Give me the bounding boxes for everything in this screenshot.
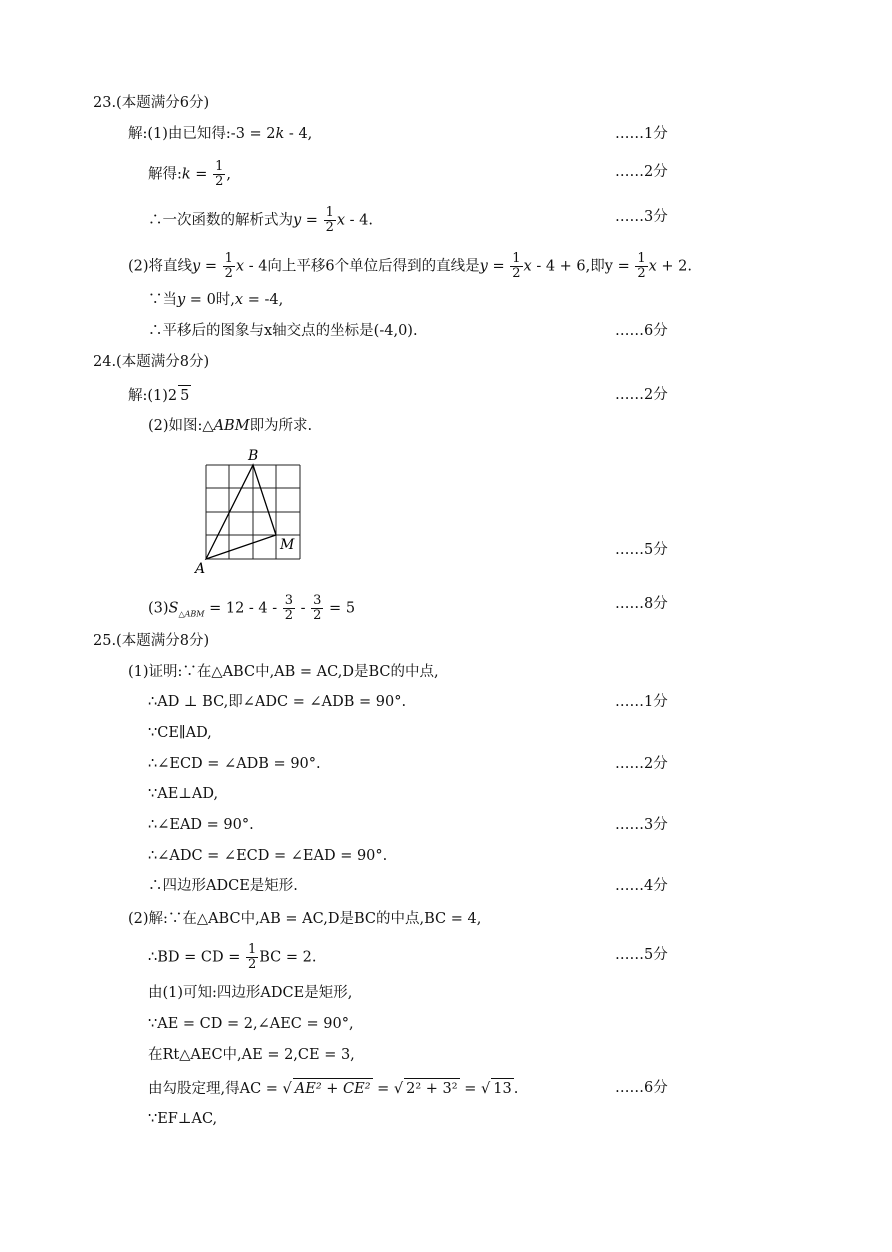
q23-header: 23.(本题满分6分) — [93, 95, 210, 111]
q25-line-7: ∴∠ADC = ∠ECD = ∠EAD = 90°. — [148, 848, 388, 864]
q25-header: 25.(本题满分8分) — [93, 633, 210, 649]
q25-score-5: ……5分 — [615, 947, 668, 963]
q25-line-14: 由勾股定理,得AC = √ AE² + CE² = √ 2² + 3² = √ 13 . — [148, 1078, 518, 1099]
q25-line-12: ∵AE = CD = 2,∠AEC = 90°, — [148, 1016, 354, 1032]
q24-score-5: ……5分 — [615, 542, 668, 558]
fraction: $\frac{1}{2}$ — [512, 251, 521, 281]
q25-score-6: ……6分 — [615, 1080, 668, 1096]
fraction: $\frac{1}{2}$ — [224, 251, 233, 281]
sqrt: 13 — [491, 1078, 513, 1099]
q23-step4: (2)将直线y = $\frac{1}{2}$ x - 4向上平移6个单位后得到的直线是y = $\frac{1}{2}$ x - 4 + 6,即y = $\frac{1}{2}$ x + 2. — [128, 251, 692, 281]
label-m: M — [280, 537, 295, 553]
q25-line-5: ∵AE⊥AD, — [148, 786, 219, 802]
q25-line-10: ∴BD = CD = $\frac{1}{2}$ BC = 2. — [148, 942, 317, 972]
q25-line-11: 由(1)可知:四边形ADCE是矩形, — [148, 985, 353, 1001]
q25-line-13: 在Rt△AEC中,AE = 2,CE = 3, — [148, 1047, 355, 1063]
q23-step1: 解:(1)由已知得:-3 = 2k - 4, — [128, 126, 313, 142]
q24-score-2: ……2分 — [615, 387, 668, 403]
fraction: $\frac{1}{2}$ — [325, 205, 334, 235]
q23-step6: ∴平移后的图象与x轴交点的坐标是(-4,0). — [148, 323, 418, 339]
q25-line-3: ∵CE∥AD, — [148, 725, 212, 741]
q23-step2: 解得:k = $\frac{1}{2}$ , — [148, 159, 231, 189]
q23-score-3: ……3分 — [615, 209, 668, 225]
q25-line-9: (2)解:∵在△ABC中,AB = AC,D是BC的中点,BC = 4, — [128, 911, 482, 927]
q23-score-6: ……6分 — [615, 323, 668, 339]
q25-score-4: ……4分 — [615, 878, 668, 894]
fraction: $\frac{3}{2}$ — [313, 593, 322, 623]
sqrt: 2² + 3² — [404, 1078, 459, 1099]
fraction: $\frac{1}{2}$ — [215, 159, 224, 189]
q24-step3: $(3)S_{\triangle ABM} = 12 - 4$ - $\frac{3}{2}$ - $\frac{3}{2}$ = 5 — [148, 593, 356, 623]
q25-score-2: ……2分 — [615, 756, 668, 772]
q24-step2: (2)如图:△ABM即为所求. — [148, 418, 313, 434]
q24-step1: 解:(1)2 5 — [128, 385, 191, 406]
q25-line-6: ∴∠EAD = 90°. — [148, 817, 254, 833]
grid-figure — [190, 443, 310, 578]
q24-score-8: ……8分 — [615, 596, 668, 612]
label-a: A — [195, 561, 206, 577]
q25-line-1: (1)证明:∵在△ABC中,AB = AC,D是BC的中点, — [128, 664, 439, 680]
fraction: $\frac{1}{2}$ — [247, 942, 257, 972]
q24-header: 24.(本题满分8分) — [93, 354, 210, 370]
q25-score-3: ……3分 — [615, 817, 668, 833]
fraction: $\frac{3}{2}$ — [284, 593, 294, 623]
label-b: B — [248, 448, 259, 464]
fraction: $\frac{1}{2}$ — [637, 251, 646, 281]
q23-score-1: ……1分 — [615, 126, 668, 142]
sqrt: AE² + CE² — [293, 1078, 373, 1099]
q25-line-2: ∴AD ⊥ BC,即∠ADC = ∠ADB = 90°. — [148, 694, 407, 710]
q25-line-15: ∵EF⊥AC, — [148, 1111, 218, 1127]
q23-step3: ∴一次函数的解析式为y = $\frac{1}{2}$ x - 4. — [148, 205, 373, 235]
q23-step5: ∵当y = 0时,x = -4, — [148, 292, 284, 308]
q25-score-1: ……1分 — [615, 694, 668, 710]
q25-line-8: ∴四边形ADCE是矩形. — [148, 878, 298, 894]
q25-line-4: ∴∠ECD = ∠ADB = 90°. — [148, 756, 321, 772]
sqrt: 5 — [178, 385, 191, 406]
q23-score-2: ……2分 — [615, 164, 668, 180]
